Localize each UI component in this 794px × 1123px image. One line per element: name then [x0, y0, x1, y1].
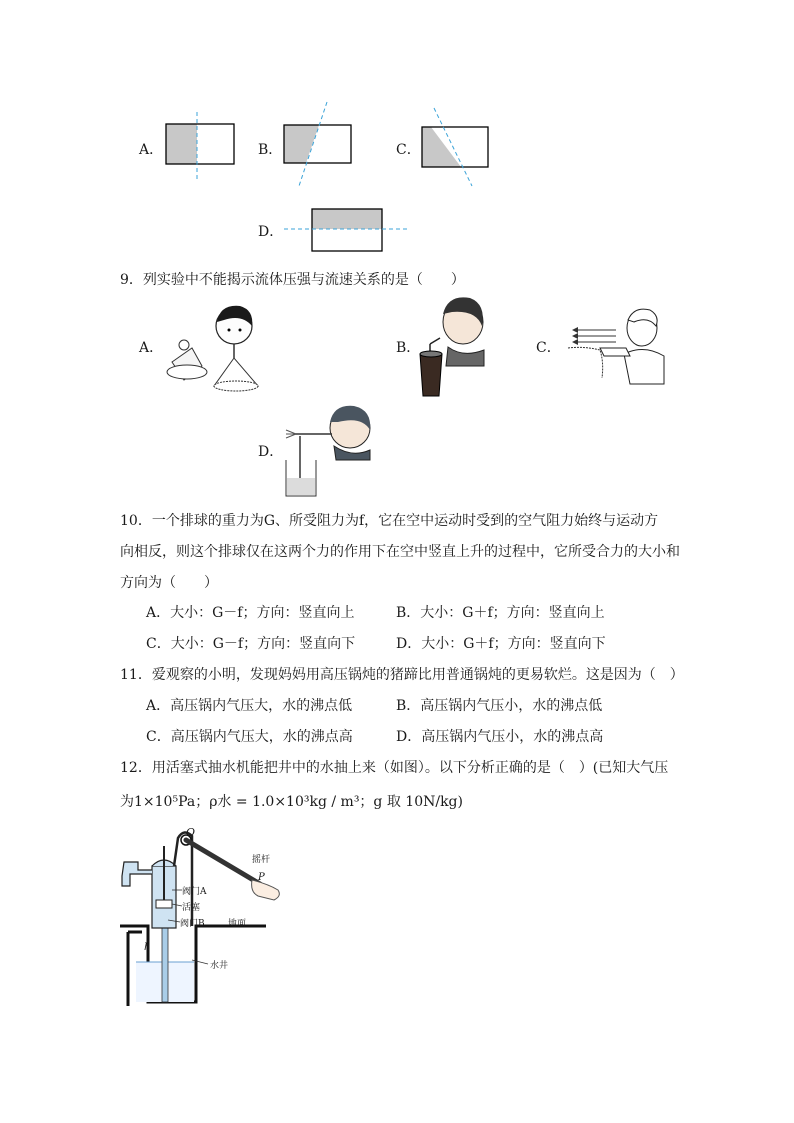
q12-stem-line-2: 为1×10⁵Pa；ρ水 = 1.0×10³kg / m³；g 取 10N/kg) — [120, 794, 463, 810]
q12-stem-line-1: 12．用活塞式抽水机能把井中的水抽上来（如图）。以下分析正确的是（ ）(已知大气压 — [120, 760, 669, 776]
q12-pump-figure — [118, 826, 288, 1008]
pump-label-valve-b: 阀门B — [180, 919, 205, 929]
q9-option-b-label: B． — [396, 340, 421, 356]
pump-label-h: h — [144, 942, 151, 953]
q9-option-c-label: C． — [536, 340, 561, 356]
q10-stem-line-2: 向相反，则这个排球仅在这两个力的作用下在空中竖直上升的过程中，它所受合力的大小和 — [120, 544, 680, 560]
q9-stem: 9．列实验中不能揭示流体压强与流速关系的是（ ） — [120, 272, 465, 288]
q9-figure-c-blow-paper — [564, 304, 674, 389]
q11-option-c[interactable]: C．高压锅内气压大，水的沸点高 — [146, 729, 353, 745]
pump-label-o: O — [186, 826, 196, 839]
pump-label-well: 水井 — [210, 961, 229, 971]
q9-figure-b-straw-drink — [418, 292, 493, 400]
q8-figure-d — [282, 205, 412, 255]
pump-label-p: P — [258, 872, 265, 883]
pump-label-ground: 地面 — [228, 919, 247, 929]
q10-option-c[interactable]: C．大小：G－f；方向：竖直向下 — [146, 636, 356, 652]
q8-figure-b — [280, 100, 360, 200]
q11-option-a[interactable]: A．高压锅内气压大，水的沸点低 — [146, 698, 353, 714]
q8-figure-c — [418, 104, 498, 194]
q8-option-d-label: D． — [258, 224, 284, 240]
q11-option-b[interactable]: B．高压锅内气压小，水的沸点低 — [396, 698, 603, 714]
q8-option-a-label: A． — [139, 142, 164, 158]
pump-label-piston: 活塞 — [182, 903, 201, 913]
q10-option-b[interactable]: B．大小：G＋f；方向：竖直向上 — [396, 605, 605, 621]
q10-stem-line-1: 10．一个排球的重力为G、所受阻力为f，它在空中运动时受到的空气阻力始终与运动方 — [120, 513, 659, 529]
q10-stem-line-3: 方向为（ ） — [120, 575, 218, 591]
q9-option-a-label: A． — [139, 340, 164, 356]
q11-stem: 11．爱观察的小明，发现妈妈用高压锅炖的猪蹄比用普通锅炖的更易软烂。这是因为（ ） — [120, 667, 684, 683]
q10-option-d[interactable]: D．大小：G＋f；方向：竖直向下 — [396, 636, 606, 652]
q9-figure-d-blow-tube-beaker — [282, 400, 382, 500]
q8-figure-a — [160, 108, 250, 188]
pump-label-rocker: 摇杆 — [252, 855, 271, 865]
q9-option-d-label: D． — [258, 444, 284, 460]
q11-option-d[interactable]: D．高压锅内气压小，水的沸点高 — [396, 729, 604, 745]
q10-option-a[interactable]: A．大小：G－f；方向：竖直向上 — [146, 605, 355, 621]
q8-option-b-label: B． — [258, 142, 283, 158]
q9-figure-a-funnel-ball — [162, 300, 292, 395]
pump-label-valve-a: 阀门A — [182, 887, 207, 897]
q8-option-c-label: C． — [396, 142, 421, 158]
